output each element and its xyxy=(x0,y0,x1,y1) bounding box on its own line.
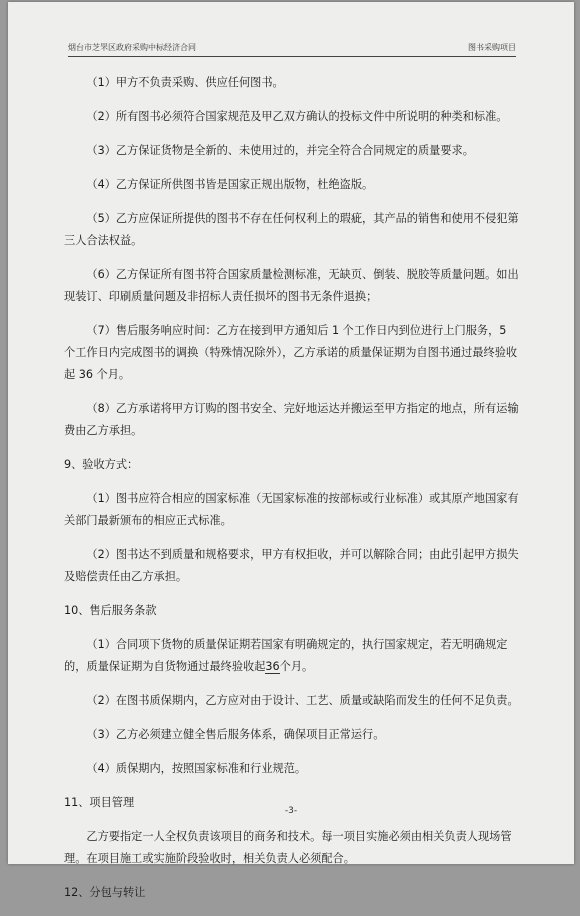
section-10-heading: 10、售后服务条款 xyxy=(64,604,157,617)
header-right-title: 图书采购项目 xyxy=(468,43,516,52)
header-left-title: 烟台市芝罘区政府采购中标经济合同 xyxy=(68,43,196,52)
section-10-item-4: （4）质保期内，按照国家标准和行业规范。 xyxy=(86,762,307,775)
clause-item-2: （2）所有图书必须符合国家规范及甲乙双方确认的投标文件中所说明的种类和标准。 xyxy=(86,110,508,123)
clause-item-8: （8）乙方承诺将甲方订购的图书安全、完好地运达并搬运至甲方指定的地点，所有运输费由乙方承担。 xyxy=(64,402,519,437)
document-page xyxy=(8,2,574,899)
clause-item-6: （6）乙方保证所有图书符合国家质量检测标准，无缺页、倒装、脱胶等质量问题。如出现装订、印刷质量问题及非招标人责任损坏的图书无条件退换； xyxy=(64,268,519,303)
section-9-item-1: （1）图书应符合相应的国家标准（无国家标准的按部标或行业标准）或其原产地国家有关部门最新颁布的相应正式标准。 xyxy=(64,492,519,527)
clause-item-1: （1）甲方不负责采购、供应任何图书。 xyxy=(86,76,284,89)
page-header xyxy=(68,42,516,57)
clause-item-3: （3）乙方保证货物是全新的、未使用过的，并完全符合合同规定的质量要求。 xyxy=(86,144,474,157)
warranty-months-value: 36 xyxy=(265,660,280,673)
section-9-item-2: （2）图书达不到质量和规格要求，甲方有权拒收，并可以解除合同；由此引起甲方损失及赔偿责任由乙方承担。 xyxy=(64,548,519,583)
section-9-heading: 9、验收方式： xyxy=(64,458,139,471)
section-10-item-1-text: （1）合同项下货物的质量保证期若国家有明确规定的，执行国家规定，若无明确规定的，质量保证期为自货物通过最终验收起 xyxy=(64,638,508,673)
clause-item-7: （7）售后服务响应时间：乙方在接到甲方通知后 1 个工作日内到位进行上门服务，5 个工作日内完成图书的调换（特殊情况除外），乙方承诺的质量保证期为自图书通过最终验收起 36 个月。 xyxy=(64,324,518,381)
section-11-text: 乙方要指定一人全权负责该项目的商务和技术。每一项目实施必须由相关负责人现场管理。在项目施工或实施阶段验收时，相关负责人必须配合。 xyxy=(64,830,512,865)
section-10-item-1-suffix: 个月。 xyxy=(279,660,314,673)
section-11-heading: 11、项目管理 xyxy=(64,796,135,809)
section-10-item-3: （3）乙方必须建立健全售后服务体系，确保项目正常运行。 xyxy=(86,728,385,741)
page-number: -3- xyxy=(284,806,298,816)
document-body xyxy=(64,72,520,916)
section-12-heading: 12、分包与转让 xyxy=(64,886,146,899)
section-10-item-2: （2）在图书质保期内，乙方应对由于设计、工艺、质量或缺陷而发生的任何不足负责。 xyxy=(86,694,519,707)
clause-item-5: （5）乙方应保证所提供的图书不存在任何权利上的瑕疵，其产品的销售和使用不侵犯第三人合法权益。 xyxy=(64,212,519,247)
clause-item-4: （4）乙方保证所供图书皆是国家正规出版物，杜绝盗版。 xyxy=(86,178,374,191)
section-10-item-1 xyxy=(64,634,520,678)
